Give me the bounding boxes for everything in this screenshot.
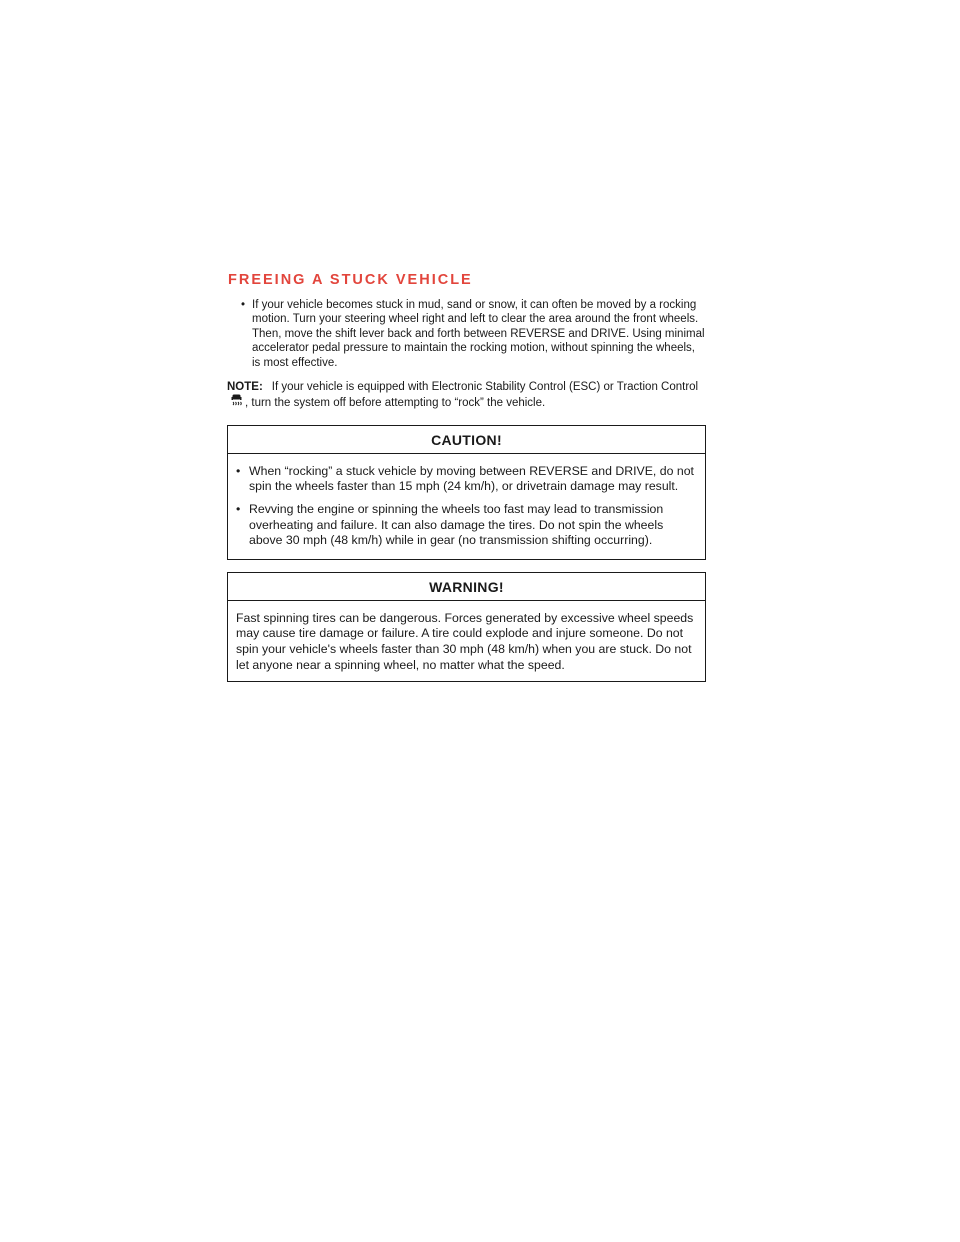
page-content (227, 272, 706, 682)
warning-text: Fast spinning tires can be dangerous. Forces generated by excessive wheel speeds may cause tire damage or failure. A tire could explode and injure someone. Do not spin your vehicle's wheels faster than 30 mph (48 km/h) when you are stuck. Do not let anyone near a spinning wheel, no matter what the speed. (236, 610, 694, 672)
note-paragraph (227, 380, 706, 413)
caution-text-1: When “rocking” a stuck vehicle by moving between REVERSE and DRIVE, do not spin the wheels faster than 15 mph (24 km/h), or drivetrain damage may result. (249, 463, 694, 494)
warning-box (227, 572, 706, 682)
list-item (236, 502, 698, 549)
caution-text-2: Revving the engine or spinning the wheels too fast may lead to transmission overheating and failure. It can also damage the tires. Do not spin the wheels above 30 mph (48 km/h) while in gear (no transmission shifting occurring). (249, 502, 664, 548)
note-label: NOTE: (227, 381, 263, 394)
traction-control-icon (231, 394, 242, 412)
bullet-icon: • (241, 299, 246, 311)
caution-heading: CAUTION! (228, 426, 705, 454)
section-title: FREEING A STUCK VEHICLE (228, 272, 473, 288)
warning-heading: WARNING! (228, 573, 705, 601)
note-text-before: If your vehicle is equipped with Electronic Stability Control (ESC) or Traction Control (271, 381, 699, 394)
bullet-text: If your vehicle becomes stuck in mud, sand or snow, it can often be moved by a rocking motion. Turn your steering wheel right and left to clear the area around the front wheels. Then, move the shift lever back and forth between REVERSE and DRIVE. Using minimal accelerator pedal pressure to maintain the rocking motion, without spinning the wheels, is most effective. (252, 299, 705, 369)
caution-box (227, 425, 706, 560)
list-item (241, 298, 706, 370)
intro-bullet-list (227, 298, 706, 370)
list-item (236, 464, 698, 495)
caution-body (228, 454, 705, 559)
bullet-icon: • (236, 463, 241, 478)
warning-body (228, 601, 705, 681)
note-text-after: , turn the system off before attempting to “rock” the vehicle. (245, 397, 546, 410)
bullet-icon: • (236, 502, 241, 517)
